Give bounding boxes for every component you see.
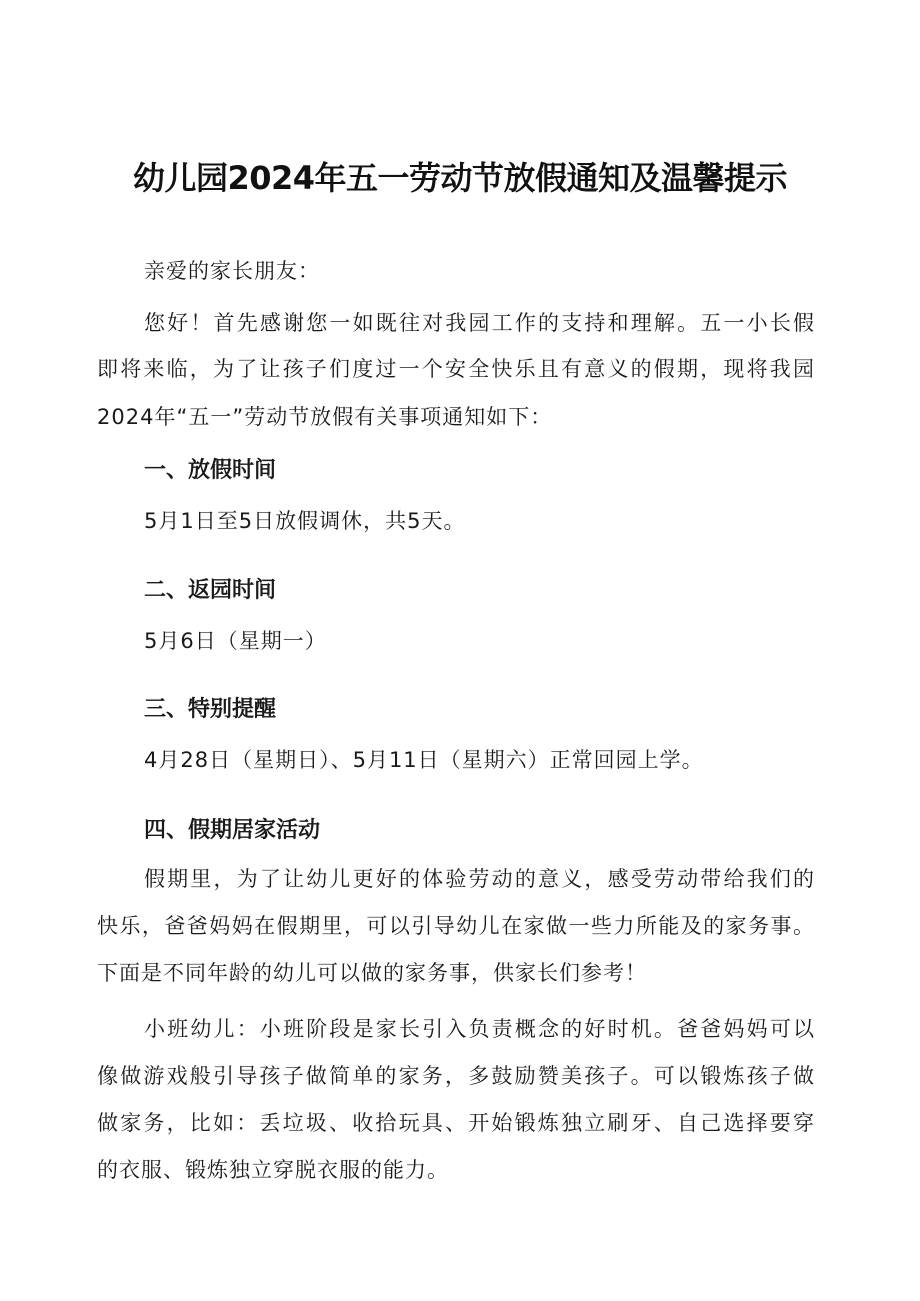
section-text-reminder: 4月28日（星期日）、5月11日（星期六）正常回园上学。 [144, 748, 704, 772]
section-heading-return: 二、返园时间 [144, 578, 277, 603]
salutation: 亲爱的家长朋友： [144, 259, 320, 283]
intro-line-3: 2024年“五一”劳动节放假有关事项通知如下： [97, 405, 553, 429]
section-text-return: 5月6日（星期一） [144, 629, 327, 653]
section-heading-holiday: 一、放假时间 [144, 458, 277, 483]
small-class-line-3: 做家务，比如：丢垃圾、收拾玩具、开始锻炼独立刷牙、自己选择要穿 [97, 1111, 815, 1135]
small-class-line-1: 小班幼儿：小班阶段是家长引入负责概念的好时机。爸爸妈妈可以 [144, 1017, 815, 1041]
section-heading-activities: 四、假期居家活动 [144, 818, 321, 843]
small-class-line-2: 像做游戏般引导孩子做简单的家务，多鼓励赞美孩子。可以锻炼孩子做 [97, 1064, 815, 1088]
section-text-holiday: 5月1日至5日放假调休，共5天。 [144, 509, 466, 533]
intro-line-2: 即将来临，为了让孩子们度过一个安全快乐且有意义的假期，现将我园 [97, 357, 815, 381]
activity-line-1: 假期里，为了让幼儿更好的体验劳动的意义，感受劳动带给我们的 [144, 867, 815, 891]
section-heading-reminder: 三、特别提醒 [144, 697, 277, 722]
intro-line-1: 您好！首先感谢您一如既往对我园工作的支持和理解。五一小长假 [144, 311, 815, 335]
document-title: 幼儿园2024年五一劳动节放假通知及温馨提示 [132, 159, 788, 197]
activity-line-3: 下面是不同年龄的幼儿可以做的家务事，供家长们参考！ [97, 961, 647, 985]
activity-line-2: 快乐，爸爸妈妈在假期里，可以引导幼儿在家做一些力所能及的家务事。 [97, 914, 815, 938]
small-class-line-4: 的衣服、锻炼独立穿脱衣服的能力。 [97, 1158, 449, 1182]
